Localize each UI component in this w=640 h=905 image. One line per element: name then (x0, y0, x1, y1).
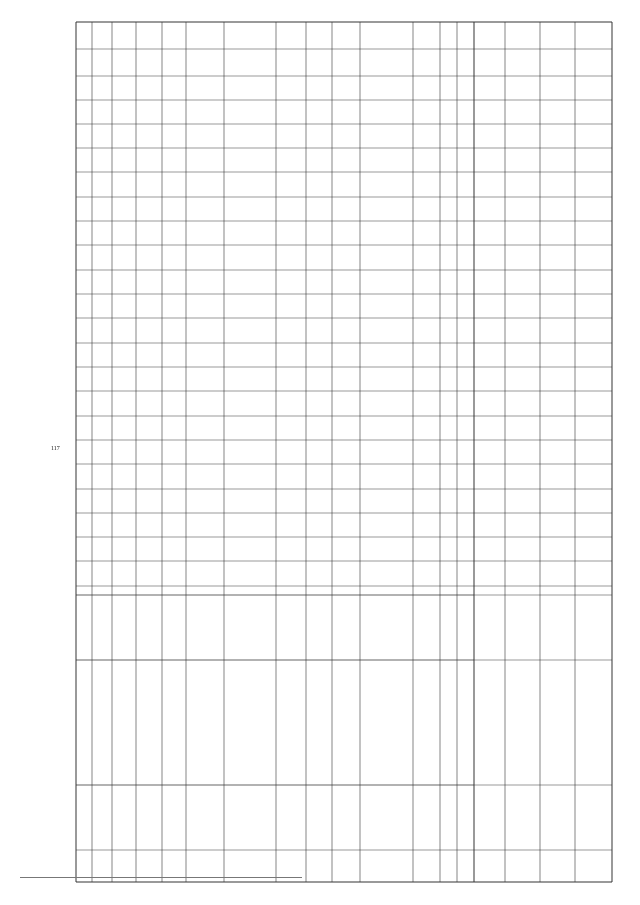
page-number: 117 (51, 446, 60, 452)
footer-rule (20, 877, 302, 878)
